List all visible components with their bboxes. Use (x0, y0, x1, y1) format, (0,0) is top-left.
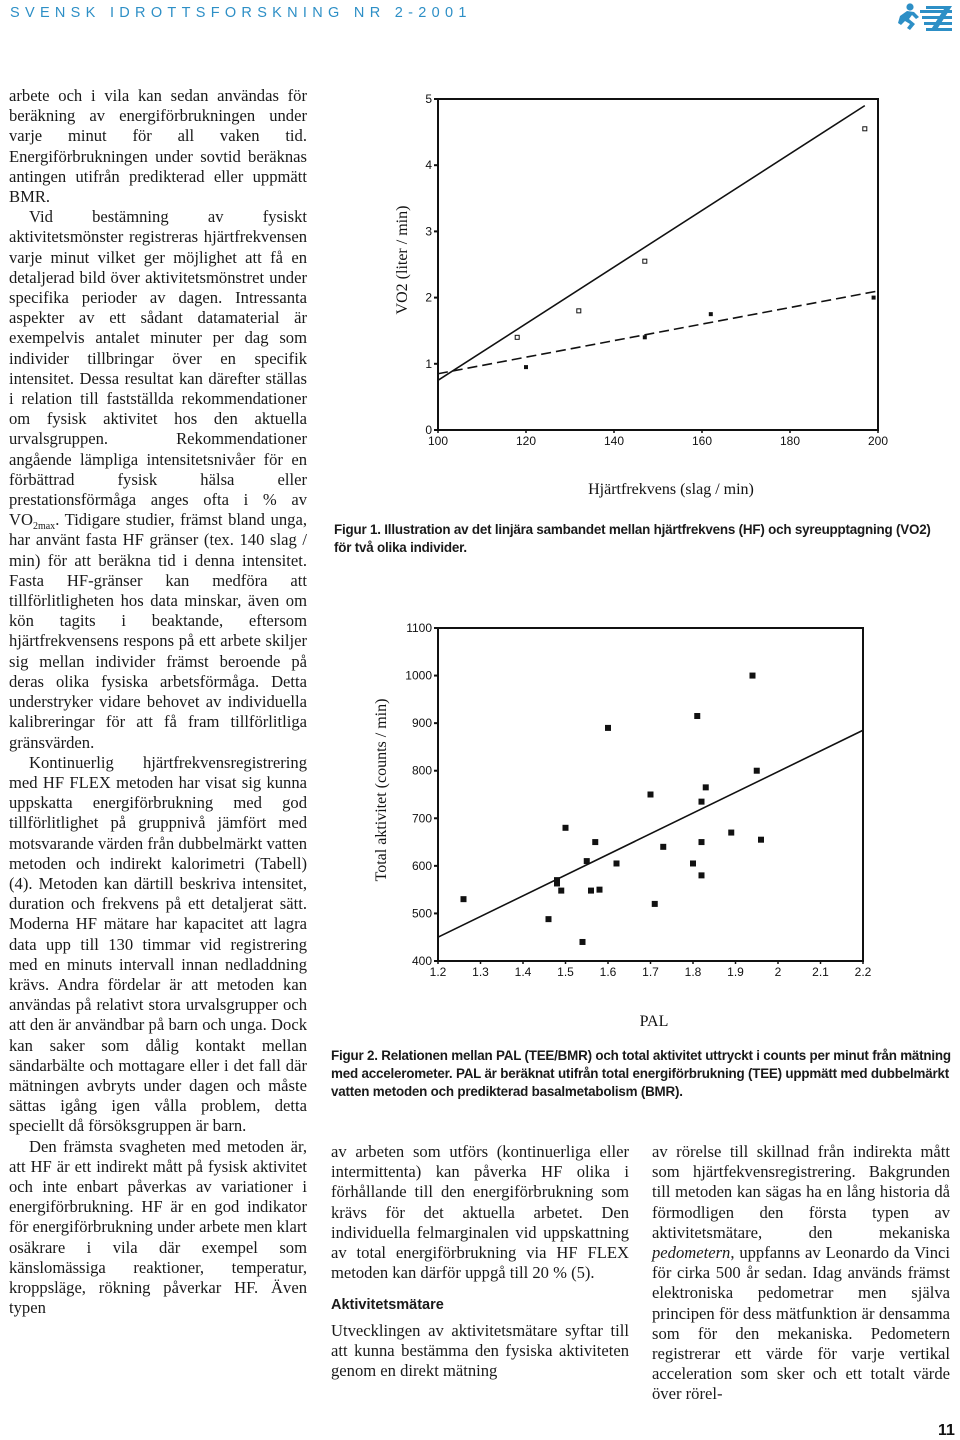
paragraph-text: , uppfanns av Leonardo da Vinci för cirka 500 år sedan. Idag används främst elektroniska pedometrar men själva principen för dess mätfunktion är densamma som för den mekaniska. Pedometern registrerar ett värde för varje vertikal acceleration som sker och ett totalt värde över rörel- (652, 1243, 950, 1404)
x-tick-label: 1.8 (684, 965, 702, 979)
x-tick-label: 200 (867, 434, 889, 448)
x-tick-label: 1.5 (557, 965, 574, 979)
fit-line-1 (438, 730, 863, 937)
data-point (863, 127, 867, 131)
figure-2-caption: Figur 2. Relationen mellan PAL (TEE/BMR) och total aktivitet uttryckt i counts per minut från mätning med accelerometer. PAL är beräknat utifrån total energiförbrukning (TEE) uppmätt med dubbelmärkt vatten metoden och predikterad basalmetabolism (BMR). (331, 1048, 951, 1099)
emphasis: pedometern (652, 1243, 731, 1263)
paragraph (9, 207, 307, 752)
paragraph (652, 1142, 950, 1405)
x-tick-label: 1.7 (642, 965, 659, 979)
text-column-3 (652, 1142, 950, 1405)
subscript: 2max (32, 521, 56, 533)
x-tick-label: 1.6 (599, 965, 617, 979)
data-point (754, 768, 760, 774)
x-tick-label: 1.2 (429, 965, 447, 979)
data-point (758, 837, 764, 843)
data-point (652, 901, 658, 907)
data-point (584, 858, 590, 864)
data-point (588, 888, 594, 894)
paragraph: arbete och i vila kan sedan användas för beräkning av energiförbrukningen under varje minut för all vaken tid. Energiförbrukningen under sovtid beräknas antingen utifrån predikterad eller uppmätt BMR. (9, 86, 307, 207)
data-point (515, 335, 519, 339)
figure-1-caption: Figur 1. Illustration av det linjära sambandet mellan hjärtfrekvens (HF) och syreupptagning (VO2) för två olika individer. (334, 522, 931, 555)
y-tick-label: 3 (425, 224, 432, 239)
paragraph: Kontinuerlig hjärtfrekvensregistrering med HF FLEX metoden har visat sig kunna uppskatta energiförbrukning med god tillförlitlighet på gruppnivå jämfört med motsvarande värden från dubbelmärkt vatten metoden och indirekt kalorimetri (Tabell) (4). Metoden kan därtill beskriva intensitet, duration och frekvens på ett detaljerat sätt. Moderna HF mätare har kapacitet att lagra data upp till 130 timmar vid registrering med en minuts intervall innan nedladdning krävs. Andra fördelar är att metoden kan användas på relativt stora urvalsgrupper och att den är användbar på barn och unga. Dock kan saker som dålig kontakt mellan sändarbälte och mottagare eller i det fall där mätningen avbryts under dagen och måste sättas igång igen vålla problem, detta speciellt då försöksgruppen är barn. (9, 752, 307, 1136)
paragraph: Den främsta svagheten med metoden är, att HF är ett indirekt mått på fysisk aktivitet och inte enbart påverkas av variationer i energiförbrukning. HF är en god indikator för energiförbrukning under arbete men klart osäkrare i vila där exempel som känslomässiga reaktioner, temperatur, kroppsläge, rökning påverkar HF. Även typen (9, 1136, 307, 1318)
y-tick-label: 900 (411, 716, 432, 731)
plot-frame (438, 99, 878, 430)
y-tick-label: 700 (411, 811, 432, 826)
section-heading: Aktivitetsmätare (331, 1297, 444, 1314)
text-column-1 (9, 86, 307, 1318)
data-point (524, 365, 528, 369)
x-tick-label: 1.3 (472, 965, 489, 979)
y-tick-label: 4 (425, 158, 432, 173)
figure-2 (358, 605, 948, 1045)
x-tick-label: 160 (691, 434, 713, 448)
paragraph: Utvecklingen av aktivitetsmätare syftar till att kunna bestämma den fysiska aktiviteten genom en direkt mätning (331, 1320, 629, 1381)
data-point (643, 335, 647, 339)
fit-line-1 (438, 106, 865, 381)
data-point (694, 713, 700, 719)
figure-1 (358, 82, 948, 512)
data-point (660, 844, 666, 850)
y-tick-label: 500 (411, 906, 432, 921)
x-tick-label: 2.1 (812, 965, 829, 979)
x-tick-label: 1.9 (727, 965, 744, 979)
fit-line-2 (438, 291, 878, 374)
y-axis-label: Total aktivitet (counts / min) (373, 698, 390, 882)
y-tick-label: 5 (425, 92, 432, 106)
data-point (703, 784, 709, 790)
data-point (699, 799, 705, 805)
y-axis-label: VO2 (liter / min) (394, 205, 411, 315)
y-tick-label: 1 (425, 356, 432, 371)
y-tick-label: 800 (411, 763, 432, 778)
data-point (728, 830, 734, 836)
x-tick-label: 2 (774, 965, 782, 979)
y-tick-label: 2 (425, 290, 432, 305)
data-point (614, 860, 620, 866)
data-point (546, 916, 552, 922)
y-tick-label: 600 (411, 858, 432, 873)
hr-vo2-scatter-chart (358, 82, 948, 512)
data-point (750, 673, 756, 679)
y-tick-label: 400 (411, 954, 432, 968)
data-point (648, 792, 654, 798)
data-point (690, 860, 696, 866)
text-column-2 (331, 1142, 629, 1381)
paragraph-text: . Tidigare studier, främst bland unga, har använt fasta HF gränser (tex. 140 slag / min) för att beräkna tid i denna intensitet. Fasta HF-gränser kan medföra att tillförlitligheten hos data minskar, även om kön tagits i beaktande, eftersom hjärtfrekvensens respons på ett arbete skiljer sig mellan individer främst beroende på deras olika fysiska arbetsförmåga. Detta understryker vidare behovet av individuella kalibreringar för att få fram tillförlitliga gränsvärden. (9, 510, 307, 752)
paragraph-text: av rörelse till skillnad från indirekta mått som hjärtfekvensregistrering. Bakgrunden till metoden kan sägas ha en lång historia då förmodligen den första typen av aktivitetsmätare, den mekaniska (652, 1142, 950, 1242)
paragraph-text: Vid bestämning av fysiskt aktivitetsmönster registreras hjärtfrekvensen varje minut vilket ger möjlighet att få en detaljerad bild över aktivitetsmönstret under specifika perioder av dagen. Intressanta aspekter av ett sådant datamaterial är exempelvis antalet minuter per dag som individer tillbringar över en specifik intensitet. Dessa resultat kan därefter ställas i relation till fastställda rekommendationer om fysisk aktivitet hos den aktuella urvalsgruppen. Rekommendationer angående lämpliga intensitetsnivåer för en förbättrad fysisk hälsa eller prestationsförmåga anges ofta i % av VO (9, 207, 307, 530)
data-point (699, 872, 705, 878)
page-number: 11 (938, 1422, 955, 1439)
data-point (558, 888, 564, 894)
data-point (563, 825, 569, 831)
data-point (872, 296, 876, 300)
data-point (461, 896, 467, 902)
x-tick-label: 2.2 (854, 965, 872, 979)
y-tick-label: 1000 (405, 668, 432, 683)
data-point (709, 312, 713, 316)
data-point (597, 887, 603, 893)
y-tick-label: 1100 (406, 621, 432, 635)
x-axis-label: Hjärtfrekvens (slag / min) (588, 481, 754, 498)
y-tick-label: 0 (425, 423, 432, 437)
data-point (643, 259, 647, 263)
x-tick-label: 100 (427, 434, 449, 448)
data-point (699, 839, 705, 845)
x-tick-label: 1.4 (514, 965, 532, 979)
data-point (580, 939, 586, 945)
data-point (605, 725, 611, 731)
x-tick-label: 180 (779, 434, 801, 448)
x-tick-label: 140 (603, 434, 625, 448)
data-point (592, 839, 598, 845)
journal-header: SVENSK IDROTTSFORSKNING NR 2-2001 (10, 5, 472, 21)
paragraph: av arbeten som utförs (kontinuerliga eller intermittenta) kan påverka HF olika i förhållande till den energiförbrukning som krävs för det aktuella arbetet. Den individuella felmarginalen vid uppskattning av total energiförbrukning via HF FLEX metoden kan därför uppgå till 20 % (5). (331, 1142, 629, 1283)
runner-logo-icon (896, 2, 954, 32)
pal-activity-scatter-chart (358, 605, 948, 1045)
data-point (554, 880, 560, 886)
data-point (577, 309, 581, 313)
x-axis-label: PAL (639, 1013, 669, 1030)
x-tick-label: 120 (515, 434, 537, 448)
